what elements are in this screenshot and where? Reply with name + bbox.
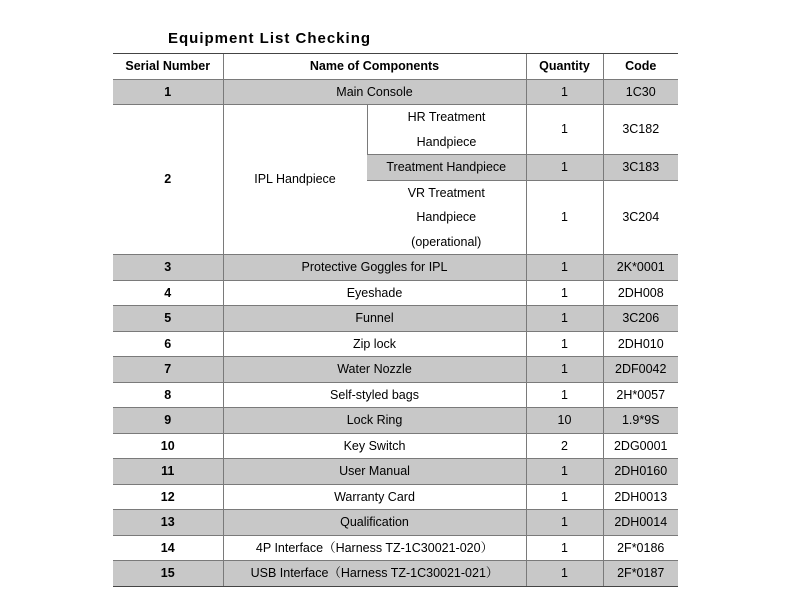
name-line: VR Treatment <box>407 185 485 200</box>
name-cell: Lock Ring <box>223 408 526 434</box>
code-cell: 2H*0057 <box>603 382 678 408</box>
page-title: Equipment List Checking <box>168 30 372 47</box>
table-row <box>113 331 678 357</box>
table-row <box>113 255 678 281</box>
code-cell: 2K*0001 <box>603 255 678 281</box>
header-code: Code <box>603 54 678 80</box>
name-cell: Main Console <box>223 79 526 105</box>
header-name: Name of Components <box>223 54 526 80</box>
header-quantity: Quantity <box>526 54 603 80</box>
name-line: Handpiece <box>416 210 477 224</box>
name-cell: Eyeshade <box>223 280 526 306</box>
code-cell: 2DF0042 <box>603 357 678 383</box>
name-line: HR Treatment <box>407 110 486 124</box>
table-row <box>113 306 678 332</box>
name-cell: Qualification <box>223 510 526 536</box>
serial-cell: 3 <box>113 255 223 281</box>
table-row <box>113 535 678 561</box>
quantity-cell: 10 <box>526 408 603 434</box>
quantity-cell: 1 <box>526 382 603 408</box>
name-cell: Zip lock <box>223 331 526 357</box>
name-cell: Water Nozzle <box>223 357 526 383</box>
name-cell: Key Switch <box>223 433 526 459</box>
name-line: (operational) <box>411 234 482 249</box>
header-row <box>113 54 678 80</box>
serial-cell: 12 <box>113 484 223 510</box>
quantity-cell: 1 <box>526 306 603 332</box>
sub-name-cell <box>367 105 526 155</box>
serial-cell: 15 <box>113 561 223 587</box>
name-cell: USB Interface（Harness TZ-1C30021-021） <box>223 561 526 587</box>
quantity-cell: 1 <box>526 484 603 510</box>
serial-cell: 10 <box>113 433 223 459</box>
name-cell: Funnel <box>223 306 526 332</box>
serial-cell: 11 <box>113 459 223 485</box>
serial-cell: 4 <box>113 280 223 306</box>
sub-name-cell <box>367 180 526 255</box>
quantity-cell: 1 <box>526 79 603 105</box>
code-cell: 1C30 <box>603 79 678 105</box>
code-cell: 2DH008 <box>603 280 678 306</box>
serial-cell: 9 <box>113 408 223 434</box>
header-serial: Serial Number <box>113 54 223 80</box>
code-cell: 3C182 <box>603 105 678 155</box>
serial-cell: 5 <box>113 306 223 332</box>
quantity-cell: 1 <box>526 459 603 485</box>
quantity-cell: 1 <box>526 280 603 306</box>
serial-cell: 8 <box>113 382 223 408</box>
table-row <box>113 408 678 434</box>
code-cell: 2DH0014 <box>603 510 678 536</box>
quantity-cell: 1 <box>526 155 603 181</box>
quantity-cell: 1 <box>526 255 603 281</box>
quantity-cell: 1 <box>526 331 603 357</box>
table-row <box>113 459 678 485</box>
table-row <box>113 433 678 459</box>
code-cell: 2DH0013 <box>603 484 678 510</box>
code-cell: 2DG0001 <box>603 433 678 459</box>
quantity-cell: 1 <box>526 510 603 536</box>
table-row <box>113 79 678 105</box>
code-cell: 3C183 <box>603 155 678 181</box>
group-name-cell: IPL Handpiece <box>223 105 367 255</box>
quantity-cell: 2 <box>526 433 603 459</box>
code-cell: 3C204 <box>603 180 678 255</box>
name-cell: 4P Interface（Harness TZ-1C30021-020） <box>223 535 526 561</box>
serial-cell: 7 <box>113 357 223 383</box>
serial-cell: 6 <box>113 331 223 357</box>
code-cell: 1.9*9S <box>603 408 678 434</box>
serial-cell: 2 <box>113 105 223 255</box>
quantity-cell: 1 <box>526 561 603 587</box>
table-row <box>113 510 678 536</box>
quantity-cell: 1 <box>526 535 603 561</box>
code-cell: 2F*0186 <box>603 535 678 561</box>
table-row <box>113 382 678 408</box>
name-cell: Warranty Card <box>223 484 526 510</box>
sub-name-cell: Treatment Handpiece <box>367 155 526 181</box>
table-row <box>113 105 678 155</box>
quantity-cell: 1 <box>526 357 603 383</box>
name-cell: User Manual <box>223 459 526 485</box>
table-row <box>113 561 678 587</box>
quantity-cell: 1 <box>526 105 603 155</box>
code-cell: 2DH010 <box>603 331 678 357</box>
table-row <box>113 280 678 306</box>
name-cell: Self-styled bags <box>223 382 526 408</box>
serial-cell: 14 <box>113 535 223 561</box>
quantity-cell: 1 <box>526 180 603 255</box>
equipment-table <box>113 53 678 587</box>
serial-cell: 1 <box>113 79 223 105</box>
code-cell: 2DH0160 <box>603 459 678 485</box>
serial-cell: 13 <box>113 510 223 536</box>
code-cell: 2F*0187 <box>603 561 678 587</box>
name-cell: Protective Goggles for IPL <box>223 255 526 281</box>
table-row <box>113 484 678 510</box>
code-cell: 3C206 <box>603 306 678 332</box>
name-line: Handpiece <box>416 134 477 149</box>
table-row <box>113 357 678 383</box>
